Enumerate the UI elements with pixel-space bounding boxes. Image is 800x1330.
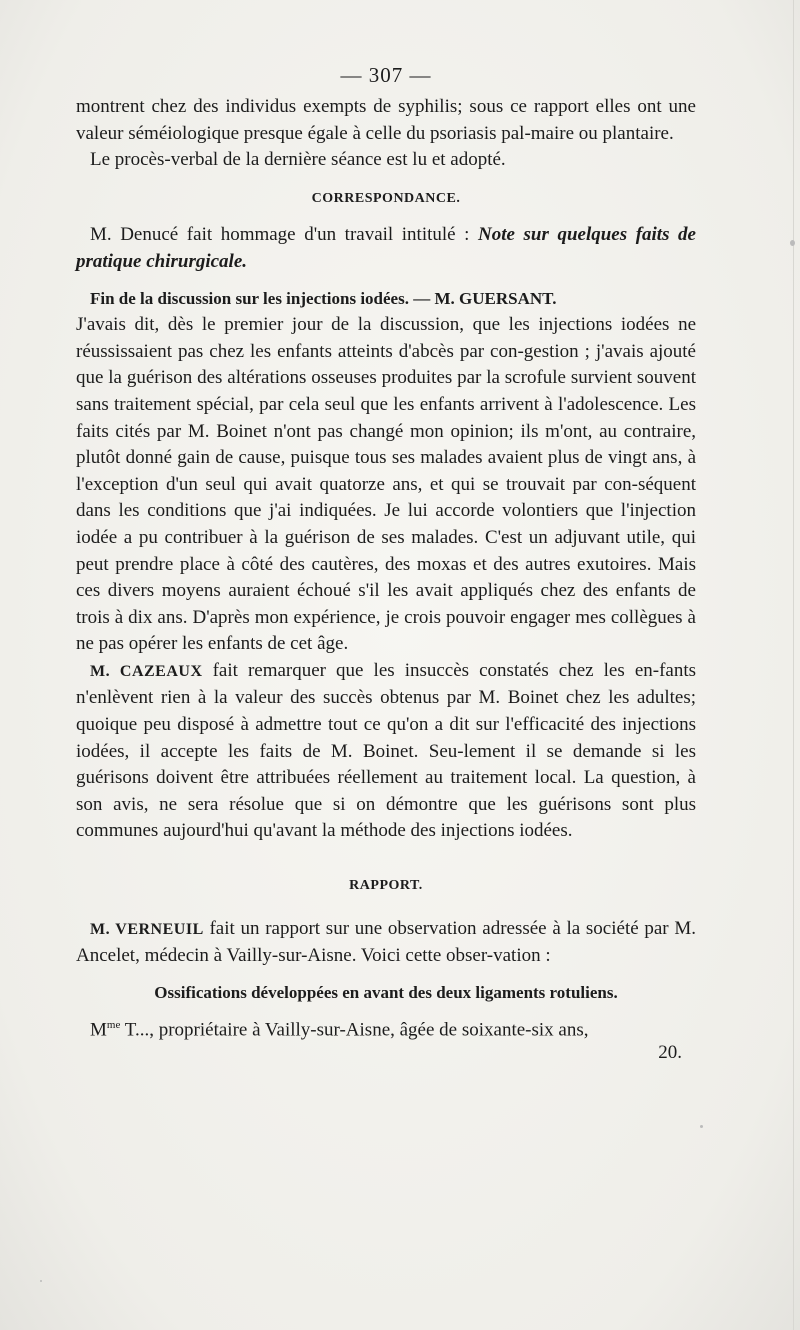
discussion-heading: Fin de la discussion sur les injections iodées. — M. GUERSANT. <box>90 288 557 308</box>
denuce-work-title: Note sur quelques faits de pratique chirurgicale. <box>76 224 696 272</box>
page-edge-line <box>793 0 794 1330</box>
madame-superscript: me <box>106 1019 121 1032</box>
observation-body: T..., propriétaire à Vailly-sur-Aisne, âgée de soixante-six ans, <box>120 1019 589 1041</box>
madame-abbrev: M <box>90 1019 107 1041</box>
paragraph-psoriasis: montrent chez des individus exempts de syphilis; sous ce rapport elles ont une valeur séméiologique presque égale à celle du psoriasis pal-maire ou plantaire. <box>76 96 696 144</box>
paper-speck <box>700 1125 703 1128</box>
paper-speck <box>40 1280 42 1282</box>
section-heading-correspondance: CORRESPONDANCE. <box>311 190 461 206</box>
sheet-signature-number: 20. <box>658 1042 682 1064</box>
section-heading-rapport: RAPPORT. <box>349 878 423 894</box>
observation-title: Ossifications développées en avant des deux ligaments rotuliens. <box>154 982 618 1002</box>
cazeaux-body: fait remarquer que les insuccès constatés chez les en-fants n'enlèvent rien à la valeur des succès obtenus par M. Boinet chez les adultes; quoique peu disposé à admettre tout ce qu'on a dit sur l'efficacité des injections iodées, il accepte les faits de M. Boinet. Seu-lement il se demande si les guérisons doivent être attribuées réellement au traitement local. La question, à son avis, ne sera résolue que si on démontre que les guérisons sont plus communes aujourd'hui qu'avant la méthode des injections iodées. <box>76 659 697 842</box>
denuce-lead: M. Denucé fait hommage d'un travail intitulé : <box>90 224 479 246</box>
paragraph-proces-verbal: Le procès-verbal de la dernière séance est lu et adopté. <box>90 149 506 171</box>
paper-speck <box>790 240 795 246</box>
verneuil-body: fait un rapport sur une observation adressée à la société par M. Ancelet, médecin à Vailly-sur-Aisne. Voici cette obser-vation : <box>76 917 696 967</box>
paragraph-guersant <box>76 286 696 658</box>
paragraph-verneuil <box>76 916 696 970</box>
paragraph-cazeaux <box>76 658 696 845</box>
guersant-body: J'avais dit, dès le premier jour de la discussion, que les injections iodées ne réussissaient pas chez les enfants atteints d'abcès par con-gestion ; j'avais ajouté que la guérison des altérations osseuses produites par la scrofule survient souvent sans traitement spécial, par cela seul que les enfants arrivent à l'adolescence. Les faits cités par M. Boinet n'ont pas changé mon opinion; ils m'ont, au contraire, plutôt donné gain de cause, puisque tous ses malades avaient plus de vingt ans, à l'exception d'un seul qui avait quatorze ans, et qui se trouvait par con-séquent dans les conditions que j'ai indiquées. Je lui accorde volontiers que l'injection iodée a pu contribuer à la guérison de ses malades. C'est un adjuvant utile, qui peut prendre place à côté des cautères, des moxas et des autres exutoires. Mais ces divers moyens auraient échoué s'il les avait appliqués chez des enfants de trois à dix ans. D'après mon expérience, je crois pouvoir engager mes collègues à ne pas opérer les enfants de cet âge. <box>76 314 696 655</box>
page-number: — 307 — <box>340 63 432 87</box>
verneuil-name: M. VERNEUIL <box>90 920 204 938</box>
text-column <box>76 60 696 1067</box>
cazeaux-name: M. CAZEAUX <box>90 662 203 680</box>
paragraph-denuce <box>76 222 696 275</box>
